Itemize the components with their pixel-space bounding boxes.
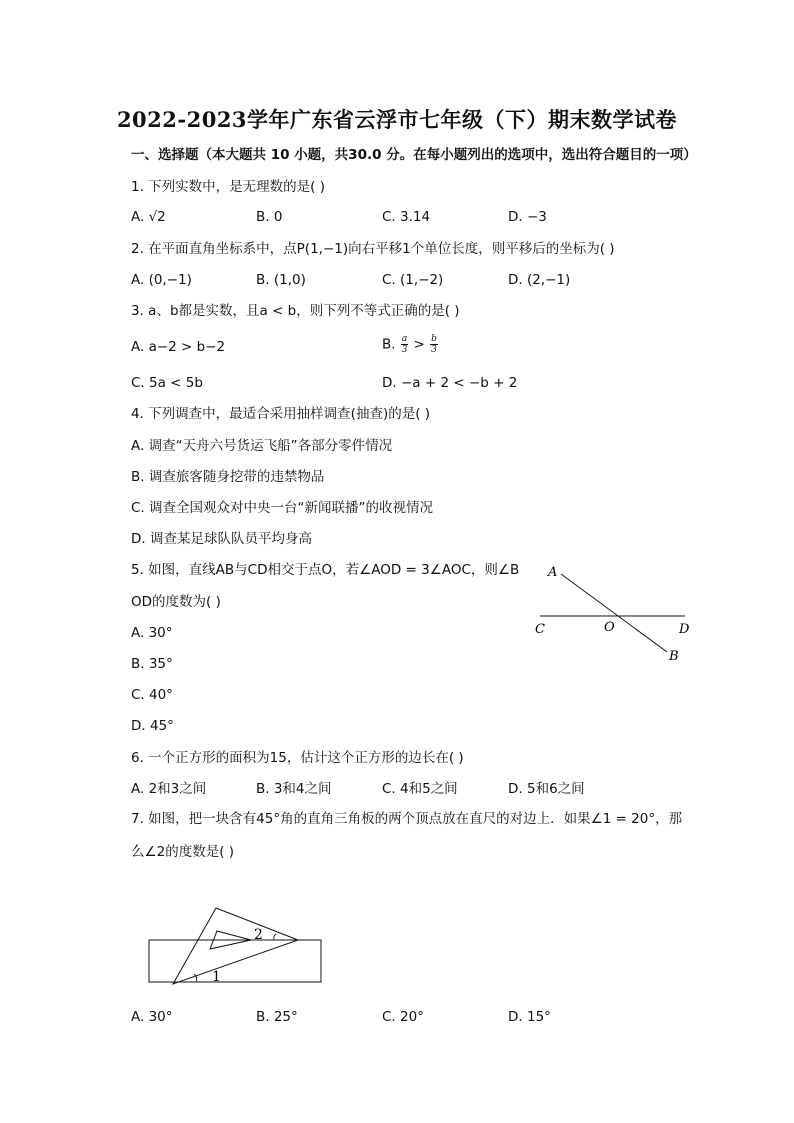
- section-heading: 一、选择题（本大题共 10 小题，共30.0 分。在每小题列出的选项中，选出符合题目的一项）: [131, 147, 697, 163]
- q3-option-a: A. a−2 > b−2: [131, 339, 226, 355]
- question-5-stem-continued: OD的度数为( ): [131, 594, 221, 610]
- q5-option-c: C. 40°: [131, 687, 173, 703]
- question-1-stem: 1. 下列实数中，是无理数的是( ): [131, 179, 325, 195]
- q5-option-d: D. 45°: [131, 718, 174, 734]
- question-7-stem-continued: 么∠2的度数是( ): [131, 844, 235, 860]
- figure-ruler-triangle: [140, 898, 330, 990]
- angle-2-arc: [274, 934, 276, 940]
- fraction-a-over-3: $\frac{a}{3}$: [401, 334, 408, 355]
- question-5-stem: 5. 如图，直线AB与CD相交于点O，若∠AOD = 3∠AOC，则∠B: [131, 562, 520, 578]
- label-o: O: [604, 620, 615, 635]
- angle-label-2: 2: [254, 927, 263, 943]
- greater-than-sign: >: [413, 336, 425, 353]
- q7-option-c: C. 20°: [382, 1009, 424, 1025]
- ruler: [149, 940, 321, 982]
- q7-option-d: D. 15°: [508, 1009, 551, 1025]
- q2-option-c: C. (1,−2): [382, 272, 444, 288]
- q2-option-a: A. (0,−1): [131, 272, 192, 288]
- fraction-b-over-3: $\frac{b}{3}$: [431, 334, 437, 355]
- q6-option-b: B. 3和4之间: [256, 781, 332, 797]
- label-c: C: [535, 622, 545, 637]
- set-square-outer: [173, 908, 298, 984]
- q1-option-b: B. 0: [256, 209, 283, 225]
- angle-1-arc: [194, 974, 197, 982]
- q6-option-a: A. 2和3之间: [131, 781, 207, 797]
- label-d: D: [679, 622, 690, 637]
- q3-option-b-label: B.: [382, 336, 396, 353]
- label-a: A: [548, 565, 558, 580]
- q4-option-b: B. 调查旅客随身挖带的违禁物品: [131, 469, 325, 485]
- angle-label-1: 1: [212, 969, 221, 985]
- page-title: 2022-2023学年广东省云浮市七年级（下）期末数学试卷: [116, 107, 678, 132]
- q5-option-b: B. 35°: [131, 656, 173, 672]
- q4-option-a: A. 调查“天舟六号货运飞船”各部分零件情况: [131, 438, 393, 454]
- figure-intersecting-lines: [525, 558, 700, 670]
- q3-option-d: D. −a + 2 < −b + 2: [382, 375, 518, 391]
- q2-option-b: B. (1,0): [256, 272, 306, 288]
- question-6-stem: 6. 一个正方形的面积为15，估计这个正方形的边长在( ): [131, 750, 464, 766]
- q5-option-a: A. 30°: [131, 625, 173, 641]
- q1-option-d: D. −3: [508, 209, 547, 225]
- label-b: B: [669, 649, 679, 664]
- question-3-stem: 3. a、b都是实数，且a < b，则下列不等式正确的是( ): [131, 303, 460, 319]
- question-2-stem: 2. 在平面直角坐标系中，点P(1,−1)向右平移1个单位长度，则平移后的坐标为( ): [131, 241, 615, 257]
- q6-option-d: D. 5和6之间: [508, 781, 585, 797]
- q7-option-a: A. 30°: [131, 1009, 173, 1025]
- q2-option-d: D. (2,−1): [508, 272, 571, 288]
- q3-option-b: [382, 334, 439, 355]
- question-7-stem: 7. 如图，把一块含有45°角的直角三角板的两个顶点放在直尺的对边上．如果∠1 = 20°，那: [131, 811, 683, 827]
- question-4-stem: 4. 下列调查中，最适合采用抽样调查(抽查)的是( ): [131, 406, 431, 422]
- q1-option-a: A. √2: [131, 209, 166, 225]
- q4-option-d: D. 调查某足球队队员平均身高: [131, 531, 312, 547]
- q7-option-b: B. 25°: [256, 1009, 298, 1025]
- q3-option-c: C. 5a < 5b: [131, 375, 203, 391]
- line-ab: [561, 574, 667, 652]
- q6-option-c: C. 4和5之间: [382, 781, 458, 797]
- q1-option-c: C. 3.14: [382, 209, 431, 225]
- q4-option-c: C. 调查全国观众对中央一台“新闻联播”的收视情况: [131, 500, 433, 516]
